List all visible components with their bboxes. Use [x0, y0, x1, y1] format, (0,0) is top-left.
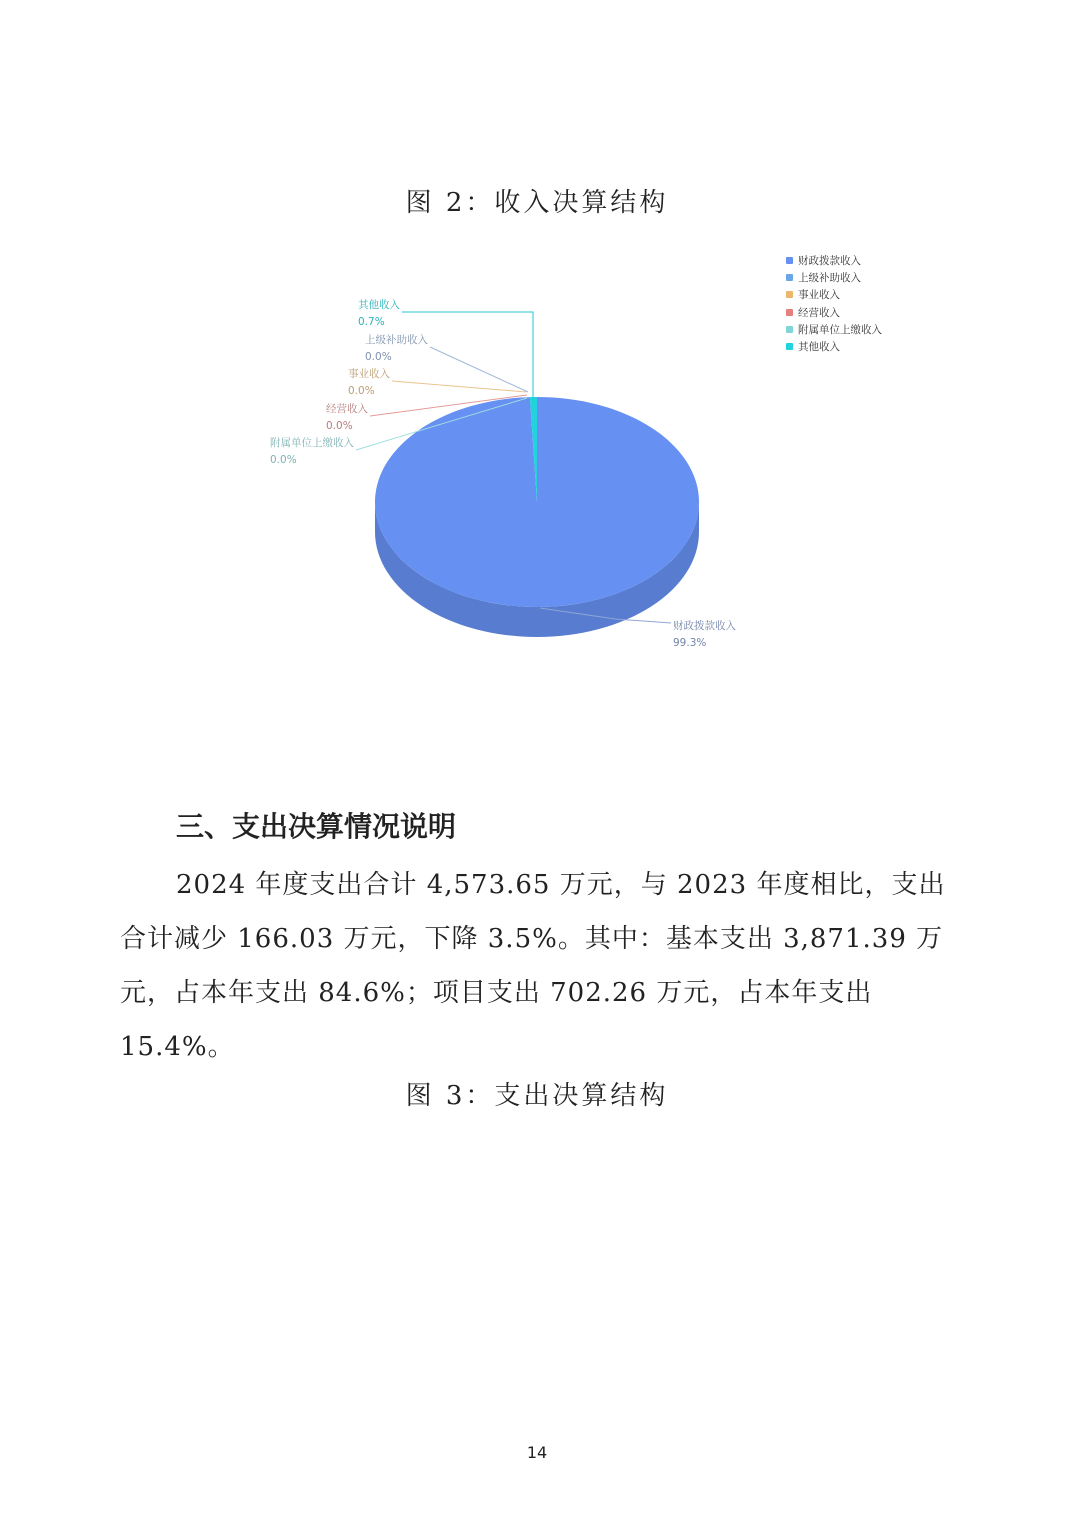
callout-value-3: 0.0%: [326, 420, 353, 432]
income-pie-chart: [0, 0, 1074, 700]
page-number: 14: [526, 1443, 548, 1462]
callout-value-4: 0.0%: [270, 454, 297, 466]
legend-label: 附属单位上缴收入: [798, 323, 882, 336]
callout-name-5: 其他收入: [358, 299, 400, 311]
callout-value-0: 99.3%: [673, 637, 707, 649]
callout-name-0: 财政拨款收入: [673, 620, 736, 632]
legend-swatch-icon: [786, 257, 793, 264]
callout-value-1: 0.0%: [365, 351, 392, 363]
figure-2-title: 图 2：收入决算结构: [405, 188, 669, 218]
legend-label: 其他收入: [798, 341, 840, 354]
legend-item-3[interactable]: [786, 304, 882, 321]
callout-name-3: 经营收入: [326, 403, 368, 415]
callout-line-2: [392, 381, 526, 392]
callout-name-4: 附属单位上缴收入: [270, 437, 354, 449]
callout-value-5: 0.7%: [358, 316, 385, 328]
callout-name-1: 上级补助收入: [365, 334, 428, 346]
figure-3-title: 图 3：支出决算结构: [405, 1081, 669, 1111]
legend-swatch-icon: [786, 326, 793, 333]
callout-value-2: 0.0%: [348, 385, 375, 397]
callout-name-2: 事业收入: [348, 368, 390, 380]
legend-item-0[interactable]: [786, 252, 882, 269]
legend-label: 上级补助收入: [798, 272, 861, 285]
section-heading: 三、支出决算情况说明: [176, 810, 457, 843]
legend-item-5[interactable]: [786, 338, 882, 355]
pie-top-face: [375, 397, 699, 607]
legend-item-1[interactable]: [786, 269, 882, 286]
legend-swatch-icon: [786, 291, 793, 298]
legend-swatch-icon: [786, 309, 793, 316]
legend-item-2[interactable]: [786, 286, 882, 303]
legend-label: 事业收入: [798, 289, 840, 302]
legend-swatch-icon: [786, 274, 793, 281]
legend-swatch-icon: [786, 343, 793, 350]
expenditure-paragraph: 2024 年度支出合计 4,573.65 万元，与 2023 年度相比，支出合计减少 166.03 万元，下降 3.5%。其中：基本支出 3,871.39 万元，占本年支出 84.6%；项目支出 702.26 万元，占本年支出 15.4%。: [120, 870, 946, 1062]
legend-label: 财政拨款收入: [798, 255, 861, 268]
legend-item-4[interactable]: [786, 321, 882, 338]
legend-label: 经营收入: [798, 306, 840, 319]
chart-legend: [786, 252, 882, 355]
